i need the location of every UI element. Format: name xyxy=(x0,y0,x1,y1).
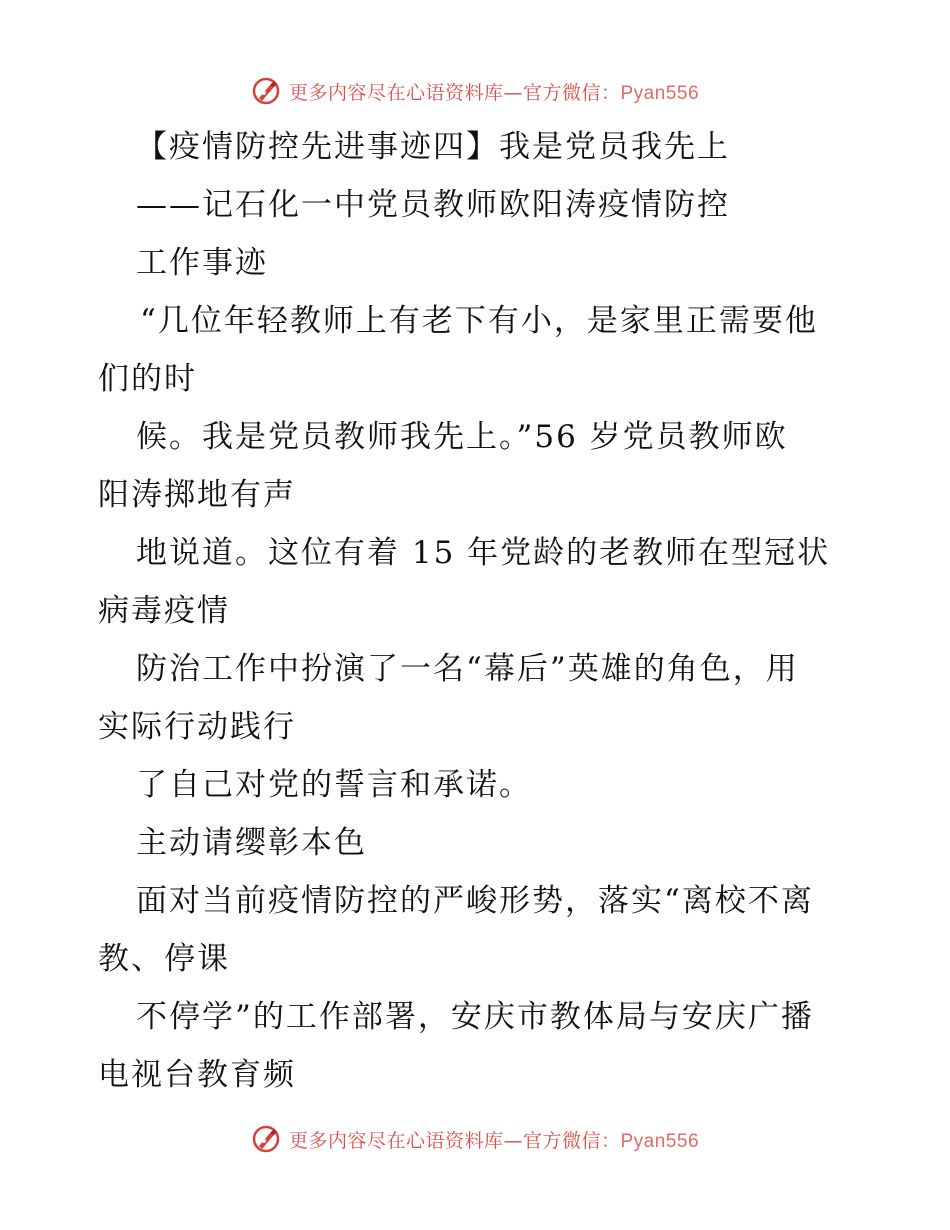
watermark-label: 官方微信： xyxy=(522,81,621,104)
text-line: 阳涛掷地有声 xyxy=(98,477,296,513)
watermark-account: Pyan556 xyxy=(620,1130,700,1152)
header-watermark xyxy=(0,76,950,106)
text-line: 实际行动践行 xyxy=(98,709,296,745)
text-line: 候。我是党员教师我先上。”56 岁党员教师欧 xyxy=(136,419,788,455)
text-line: 病毒疫情 xyxy=(98,593,230,629)
pen-logo-icon xyxy=(251,1124,281,1154)
watermark-main: 更多内容尽在心语资料库 xyxy=(288,1129,504,1152)
text-line: ——记石化一中党员教师欧阳涛疫情防控 xyxy=(136,187,730,223)
text-line: 电视台教育频 xyxy=(98,1057,296,1093)
text-line: 防治工作中扮演了一名“幕后”英雄的角色，用 xyxy=(136,651,799,687)
watermark-separator: — xyxy=(503,1129,523,1152)
section-heading: 主动请缨彰本色 xyxy=(136,825,367,861)
text-line: 了自己对党的誓言和承诺。 xyxy=(136,767,532,803)
text-line: 【疫情防控先进事迹四】我是党员我先上 xyxy=(136,129,730,165)
text-line: 们的时 xyxy=(98,361,197,397)
document-body xyxy=(98,118,858,1104)
text-line: 地说道。这位有着 15 年党龄的老教师在型冠状 xyxy=(136,535,831,571)
watermark-text xyxy=(289,1126,699,1153)
pen-logo-icon xyxy=(251,76,281,106)
footer-watermark xyxy=(0,1124,950,1154)
watermark-separator: — xyxy=(503,81,523,104)
text-line: 不停学”的工作部署，安庆市教体局与安庆广播 xyxy=(136,999,814,1035)
watermark-label: 官方微信： xyxy=(522,1129,621,1152)
watermark-text xyxy=(289,78,699,105)
text-line: 教、停课 xyxy=(98,941,230,977)
watermark-account: Pyan556 xyxy=(620,82,700,104)
text-line: 面对当前疫情防控的严峻形势，落实“离校不离 xyxy=(136,883,814,919)
watermark-main: 更多内容尽在心语资料库 xyxy=(288,81,504,104)
text-line: “几位年轻教师上有老下有小，是家里正需要他 xyxy=(140,303,818,339)
text-line: 工作事迹 xyxy=(136,245,268,281)
